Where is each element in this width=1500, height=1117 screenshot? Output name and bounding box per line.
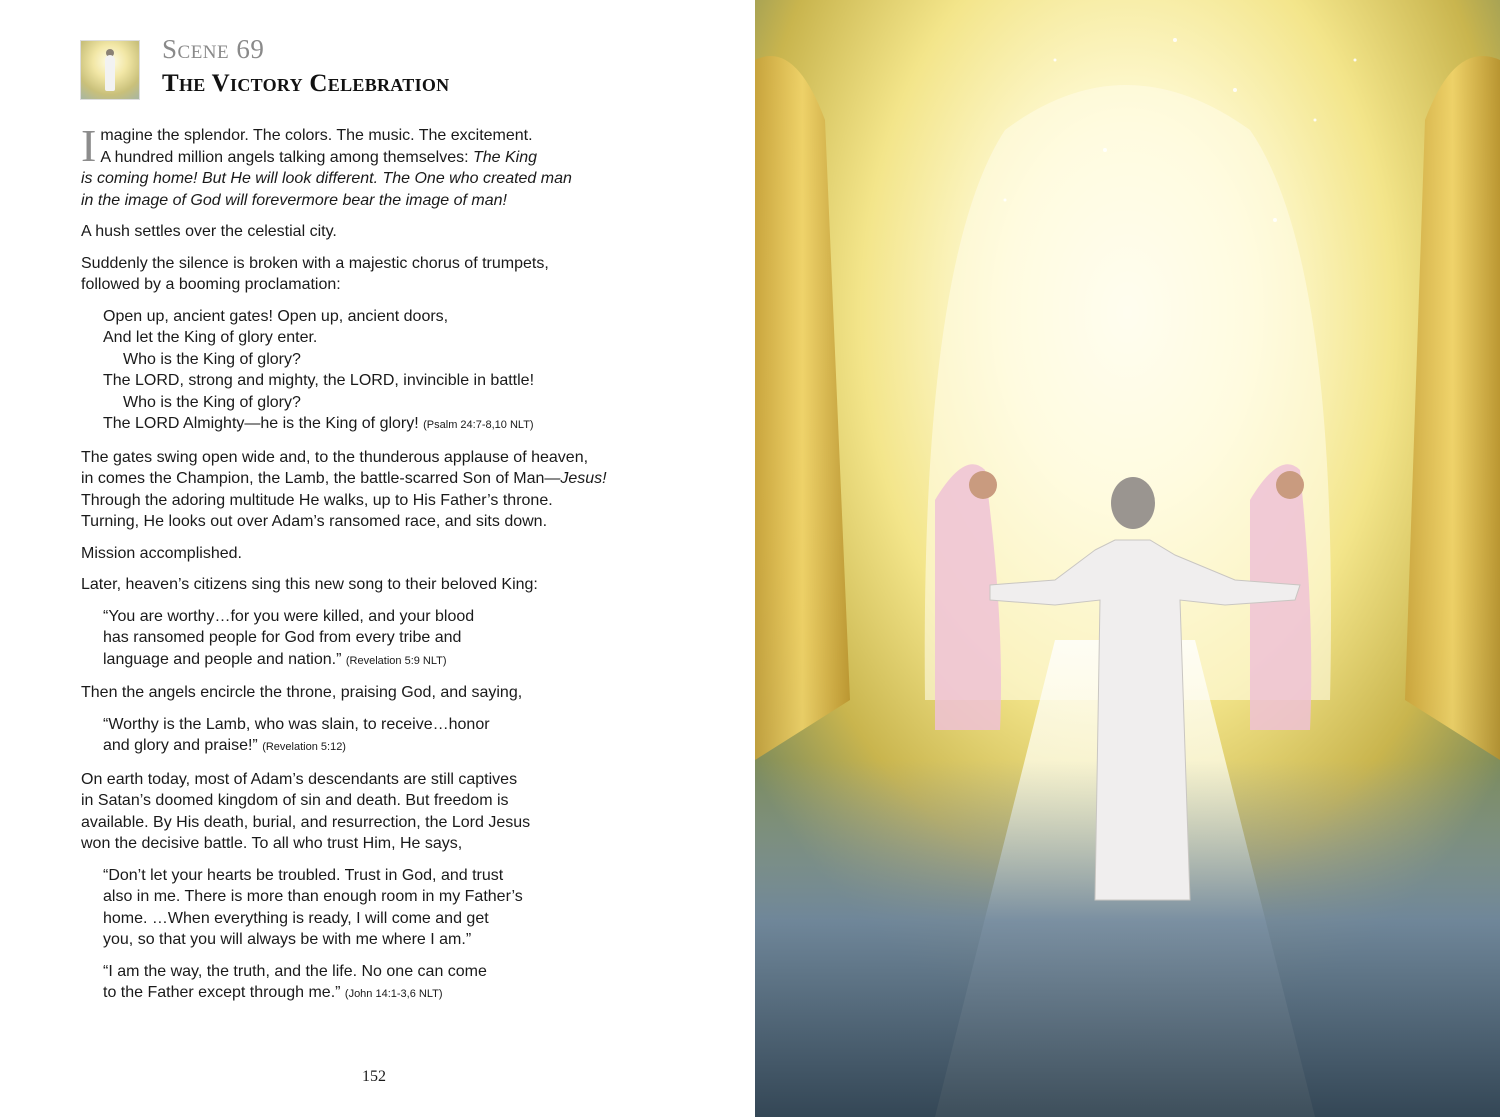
- quote-line: has ransomed people for God from every tribe and: [103, 629, 462, 646]
- earth-line: available. By His death, burial, and resurrection, the Lord Jesus: [81, 813, 531, 831]
- angel-left-head: [969, 471, 997, 499]
- quote-line: home. …When everything is ready, I will come and get: [103, 909, 489, 927]
- quote-line-text: language and people and nation.”: [103, 650, 346, 668]
- intro-line-2: A hundred million angels talking among themselves:: [100, 148, 473, 166]
- quote-line: [103, 982, 681, 1006]
- quote-line-text: and glory and praise!”: [103, 737, 263, 754]
- gates-line-2-italic: Jesus!: [560, 470, 607, 487]
- drop-cap: I: [81, 120, 97, 171]
- quote-line: “I am the way, the truth, and the life. No one can come: [103, 962, 487, 980]
- earth-line: won the decisive battle. To all who trust Him, He says,: [81, 835, 463, 852]
- page-number: 152: [362, 1068, 386, 1085]
- intro-line-3: is coming home! But He will look different. The One who created man: [81, 170, 572, 187]
- quote-line-text: to the Father except through me.”: [103, 984, 345, 1001]
- quote-line: “Worthy is the Lamb, who was slain, to receive…honor: [103, 715, 490, 733]
- quote-line: also in me. There is more than enough room in my Father’s: [103, 888, 523, 905]
- quote-revelation-5-12: [103, 714, 681, 759]
- quote-john-14-b: [103, 961, 681, 1006]
- trumpets-line-2: followed by a booming proclamation:: [81, 276, 341, 293]
- quote-psalm: [103, 306, 681, 437]
- paragraph-gates: [81, 447, 681, 533]
- jesus-figure-head: [1111, 477, 1155, 529]
- paragraph-intro: [81, 120, 681, 211]
- quote-line: “Don’t let your hearts be troubled. Trust in God, and trust: [103, 866, 504, 884]
- gates-line-2: in comes the Champion, the Lamb, the battle-scarred Son of Man—: [81, 470, 561, 487]
- body-text: [81, 120, 681, 1016]
- scripture-reference: (John 14:1-3,6 NLT): [344, 988, 443, 1000]
- quote-line-text: The LORD Almighty—he is the King of glory!: [103, 415, 424, 432]
- trumpets-line-1: Suddenly the silence is broken with a majestic chorus of trumpets,: [81, 254, 549, 272]
- gates-line-3: Through the adoring multitude He walks, up to His Father’s throne.: [81, 491, 553, 509]
- quote-line: “You are worthy…for you were killed, and your blood: [103, 607, 475, 625]
- quote-line: Open up, ancient gates! Open up, ancient doors,: [103, 307, 449, 325]
- scripture-reference: (Revelation 5:9 NLT): [345, 654, 447, 667]
- scene-number: Scene 69: [162, 34, 265, 64]
- quote-line: [103, 649, 681, 673]
- quote-line: [103, 413, 681, 437]
- gates-line-4: Turning, He looks out over Adam’s ransomed race, and sits down.: [81, 513, 548, 530]
- quote-line: Who is the King of glory?: [123, 393, 301, 411]
- intro-line-4: in the image of God will forevermore bear the image of man!: [81, 191, 507, 209]
- earth-line: in Satan’s doomed kingdom of sin and death. But freedom is: [81, 792, 509, 809]
- intro-line-2-italic: The King: [472, 148, 538, 166]
- earth-line: On earth today, most of Adam’s descendants are still captives: [81, 770, 518, 788]
- illustration-page: [755, 0, 1500, 1117]
- scene-thumbnail-image: [80, 40, 140, 100]
- paragraph-new-song: Later, heaven’s citizens sing this new song to their beloved King:: [81, 576, 538, 593]
- paragraph-earth-today: [81, 769, 681, 855]
- intro-line-1: magine the splendor. The colors. The music. The excitement.: [100, 127, 533, 144]
- paragraph-angels: Then the angels encircle the throne, praising God, and saying,: [81, 684, 523, 701]
- scene-title: The Victory Celebration: [162, 70, 450, 97]
- quote-line: And let the King of glory enter.: [103, 329, 318, 346]
- paragraph-mission: Mission accomplished.: [81, 544, 242, 562]
- quote-line: The LORD, strong and mighty, the LORD, invincible in battle!: [103, 372, 535, 389]
- quote-line: Who is the King of glory?: [123, 350, 301, 368]
- quote-line: [103, 735, 681, 759]
- paragraph-hush: A hush settles over the celestial city.: [81, 223, 337, 240]
- figure-robe: [105, 55, 115, 91]
- paragraph-trumpets: [81, 253, 681, 296]
- scripture-reference: (Revelation 5:12): [262, 741, 346, 753]
- angel-right-head: [1276, 471, 1304, 499]
- heaven-gates-illustration: [755, 0, 1500, 1117]
- scripture-reference: (Psalm 24:7-8,10 NLT): [423, 419, 534, 431]
- gates-line-1: The gates swing open wide and, to the thunderous applause of heaven,: [81, 448, 589, 466]
- quote-john-14-a: [103, 865, 681, 951]
- quote-line: you, so that you will always be with me where I am.”: [103, 931, 472, 948]
- quote-revelation-5-9: [103, 606, 681, 673]
